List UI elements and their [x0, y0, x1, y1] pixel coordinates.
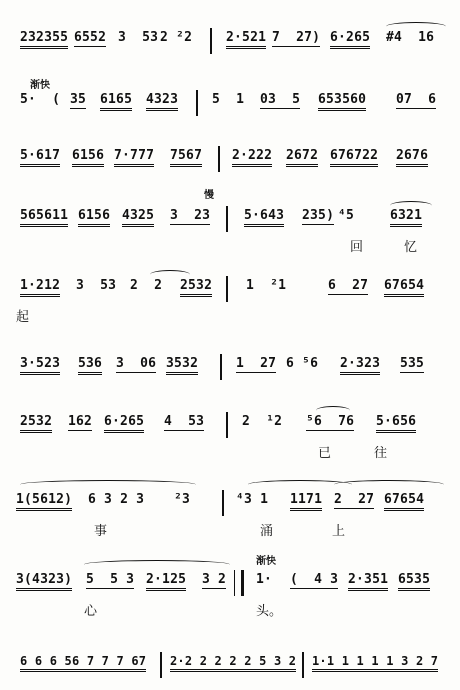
barline [222, 490, 224, 516]
measure-notes: 3 53 [76, 278, 117, 293]
barline [226, 206, 228, 232]
measure-notes: 67654 [384, 492, 424, 511]
measure-notes: 2676 [396, 148, 428, 167]
measure-notes: 6 27 [328, 278, 369, 293]
measure-notes: 2·222 [232, 148, 272, 167]
slur [334, 480, 444, 489]
measure-notes: 6·265 [330, 30, 370, 49]
measure-notes: 5 5 3 [86, 572, 135, 587]
measure-notes: 3·523 [20, 356, 60, 375]
measure-notes: 2·2 2 2 2 2 5 3 2 [170, 654, 296, 672]
measure-notes: 35 [70, 92, 87, 107]
measure-notes: #4 16 [386, 30, 435, 45]
barline [218, 146, 220, 172]
measure-notes: 1· [256, 572, 273, 587]
measure-notes: ⁴3 1 [236, 492, 269, 507]
measure-notes: 6156 [78, 208, 110, 227]
measure-notes: 5· ( [20, 92, 61, 107]
measure-notes: 2·521 [226, 30, 266, 49]
measure-notes: 67654 [384, 278, 424, 297]
measure-notes: 07 6 [396, 92, 437, 107]
barline [226, 276, 228, 302]
measure-notes: 5 1 [212, 92, 245, 107]
measure-notes: 5·617 [20, 148, 60, 167]
measure-notes: 5·656 [376, 414, 416, 433]
measure-notes: 2·351 [348, 572, 388, 591]
measure-notes: 4325 [122, 208, 154, 227]
measure-notes: 2 2 [130, 278, 163, 293]
lyric: 起 [16, 310, 30, 325]
measure-notes: 7567 [170, 148, 202, 167]
barline [226, 412, 228, 438]
measure-notes: 2 ¹2 [242, 414, 283, 429]
lyric: 往 [374, 446, 388, 461]
measure-notes: ( 4 3 [290, 572, 339, 587]
measure-notes: 1171 [290, 492, 322, 511]
measure-notes: 6 3 2 3 [88, 492, 145, 507]
measure-notes: 7·777 [114, 148, 154, 167]
measure-notes: 7 27) [272, 30, 321, 45]
tempo-mark: 渐快 [256, 556, 276, 567]
measure-notes: 1(5612) [16, 492, 72, 511]
measure-notes: 2·323 [340, 356, 380, 375]
measure-notes: 3 53 [118, 30, 159, 45]
lyric: 忆 [404, 240, 418, 255]
measure-notes: 6165 [100, 92, 132, 111]
measure-notes: 2·125 [146, 572, 186, 591]
measure-notes: 565611 [20, 208, 68, 227]
measure-notes: 2 27 [334, 492, 375, 507]
measure-notes: 6552 [74, 30, 107, 45]
lyric: 回 [350, 240, 364, 255]
measure-notes: 6156 [72, 148, 104, 167]
lyric: 头。 [256, 604, 283, 619]
measure-notes: ⁵6 76 [306, 414, 355, 429]
measure-notes: ²3 [174, 492, 191, 507]
lyric: 心 [84, 604, 98, 619]
slur [386, 22, 446, 31]
measure-notes: 235) [302, 208, 335, 223]
measure-notes: 162 [68, 414, 93, 429]
barline [196, 90, 198, 116]
measure-notes: 3 2 [202, 572, 227, 587]
measure-notes: 6535 [398, 572, 430, 591]
measure-notes: 3 23 [170, 208, 211, 223]
measure-notes: 3(4323) [16, 572, 72, 591]
measure-notes: 6 6 6 56 7 7 7 67 [20, 654, 146, 672]
measure-notes: 3 06 [116, 356, 157, 371]
lyric: 已 [318, 446, 332, 461]
measure-notes: 03 5 [260, 92, 301, 107]
tempo-mark: 慢 [204, 190, 214, 201]
lyric: 涌 [260, 524, 274, 539]
tempo-mark: 渐快 [30, 80, 50, 91]
measure-notes: 2 ²2 [160, 30, 193, 45]
measure-notes: 5·643 [244, 208, 284, 227]
measure-notes: 1 ²1 [246, 278, 287, 293]
barline [302, 652, 304, 678]
measure-notes: ⁴5 [338, 208, 355, 223]
measure-notes: 1·212 [20, 278, 60, 297]
measure-notes: 536 [78, 356, 102, 375]
measure-notes: 676722 [330, 148, 378, 167]
barline [160, 652, 162, 678]
measure-notes: 232355 [20, 30, 68, 49]
double-barline [234, 570, 244, 596]
measure-notes: 6·265 [104, 414, 144, 433]
lyric: 上 [332, 524, 346, 539]
barline [220, 354, 222, 380]
slur [316, 406, 350, 415]
lyric: 事 [94, 524, 108, 539]
slur [20, 480, 196, 489]
measure-notes: 4 53 [164, 414, 205, 429]
slur [84, 560, 230, 569]
measure-notes: 4323 [146, 92, 178, 111]
measure-notes: 2672 [286, 148, 318, 167]
measure-notes: 3532 [166, 356, 198, 375]
slur [150, 270, 190, 279]
measure-notes: 535 [400, 356, 425, 371]
measure-notes: 1 27 [236, 356, 277, 371]
barline [210, 28, 212, 54]
measure-notes: 6321 [390, 208, 422, 227]
measure-notes: 6 ⁵6 [286, 356, 319, 371]
measure-notes: 2532 [180, 278, 212, 297]
measure-notes: 653560 [318, 92, 366, 111]
measure-notes: 1·1 1 1 1 1 3 2 7 [312, 654, 438, 672]
measure-notes: 2532 [20, 414, 52, 433]
slur [390, 201, 432, 210]
